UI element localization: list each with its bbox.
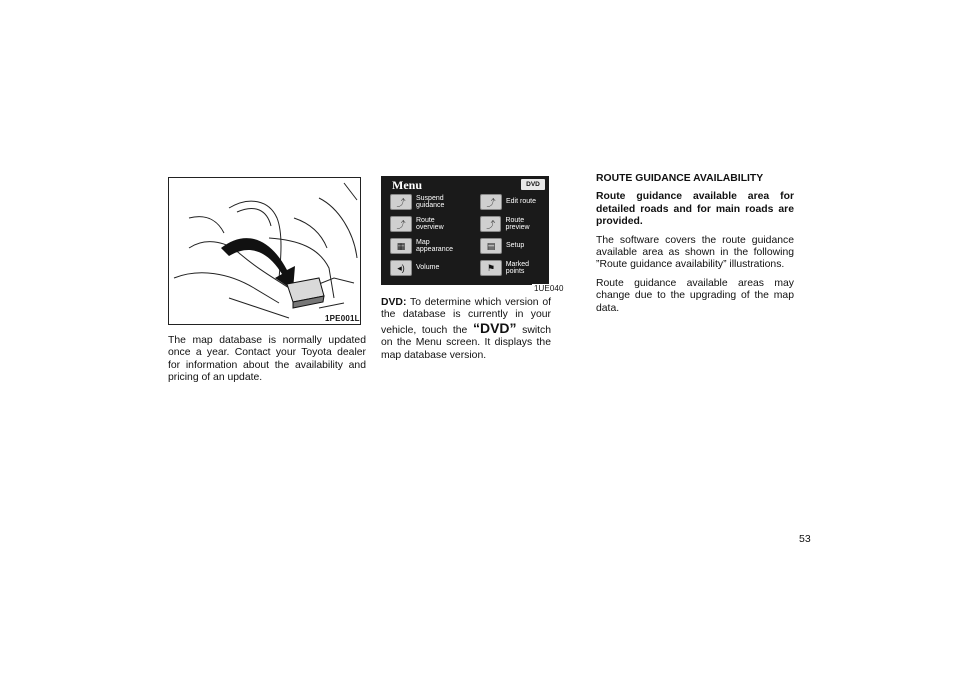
dvd-text-before: To determine which version of the database is currently in your vehicle, touch the — [381, 297, 552, 336]
left-column — [168, 335, 366, 385]
route-overview-icon: ⤴ — [390, 216, 412, 232]
page-number: 53 — [799, 533, 811, 545]
dvd-insertion-drawing — [169, 178, 360, 324]
console-illustration — [168, 177, 361, 325]
route-overview-button[interactable] — [390, 216, 444, 232]
figure-code: 1UE040 — [534, 284, 564, 293]
suspend-guidance-icon: ⤴ — [390, 194, 412, 210]
menu-item-label: Volume — [416, 264, 440, 272]
route-preview-icon: ⤴ — [480, 216, 501, 232]
edit-route-button[interactable] — [480, 194, 536, 210]
dvd-switch-label: “DVD” — [472, 319, 517, 336]
menu-item-label: Map appearance — [416, 238, 453, 253]
middle-column — [381, 297, 551, 362]
dvd-term: DVD: — [381, 297, 407, 308]
marked-points-button[interactable] — [480, 260, 549, 276]
menu-item-label: Edit route — [506, 198, 536, 206]
section-heading: ROUTE GUIDANCE AVAILABILITY — [596, 173, 764, 184]
right-column — [596, 173, 794, 315]
menu-screen — [381, 176, 549, 285]
dvd-text-after: switch on the Menu screen. It displays the map database version. — [381, 324, 552, 361]
setup-button[interactable] — [480, 238, 524, 254]
menu-item-label: Suspend guidance — [416, 194, 445, 209]
figure-code: 1PE001L — [325, 314, 360, 323]
menu-item-label: Route overview — [416, 216, 444, 231]
menu-item-label: Route preview — [505, 216, 530, 231]
volume-button[interactable] — [390, 260, 439, 276]
menu-item-label: Setup — [506, 242, 525, 250]
arrow-icon — [221, 238, 295, 290]
dvd-drive-icon — [287, 278, 324, 308]
change-paragraph: Route guidance available areas may change due to the upgrading of the map data. — [596, 277, 794, 314]
menu-title: Menu — [392, 178, 422, 192]
dvd-paragraph — [381, 297, 551, 362]
bold-paragraph: Route guidance available area for detailed roads and for main roads are provided. — [596, 191, 794, 228]
suspend-guidance-button[interactable] — [390, 194, 444, 210]
edit-route-icon: ⤴ — [480, 194, 502, 210]
setup-icon: ▤ — [480, 238, 502, 254]
database-update-paragraph: The map database is normally updated once a year. Contact your Toyota dealer for information about the availability and pricing of an update. — [168, 335, 366, 384]
flag-icon: ⚑ — [480, 260, 502, 276]
menu-item-label: Marked points — [505, 260, 530, 275]
volume-icon: ◂) — [390, 260, 412, 276]
coverage-paragraph: The software covers the route guidance available area as shown in the following ”Route guidance availability” illustrations. — [596, 234, 794, 271]
dvd-button[interactable]: DVD — [521, 179, 545, 190]
map-appearance-icon: ▦ — [390, 238, 412, 254]
map-appearance-button[interactable] — [390, 238, 453, 254]
route-preview-button[interactable] — [480, 216, 549, 232]
